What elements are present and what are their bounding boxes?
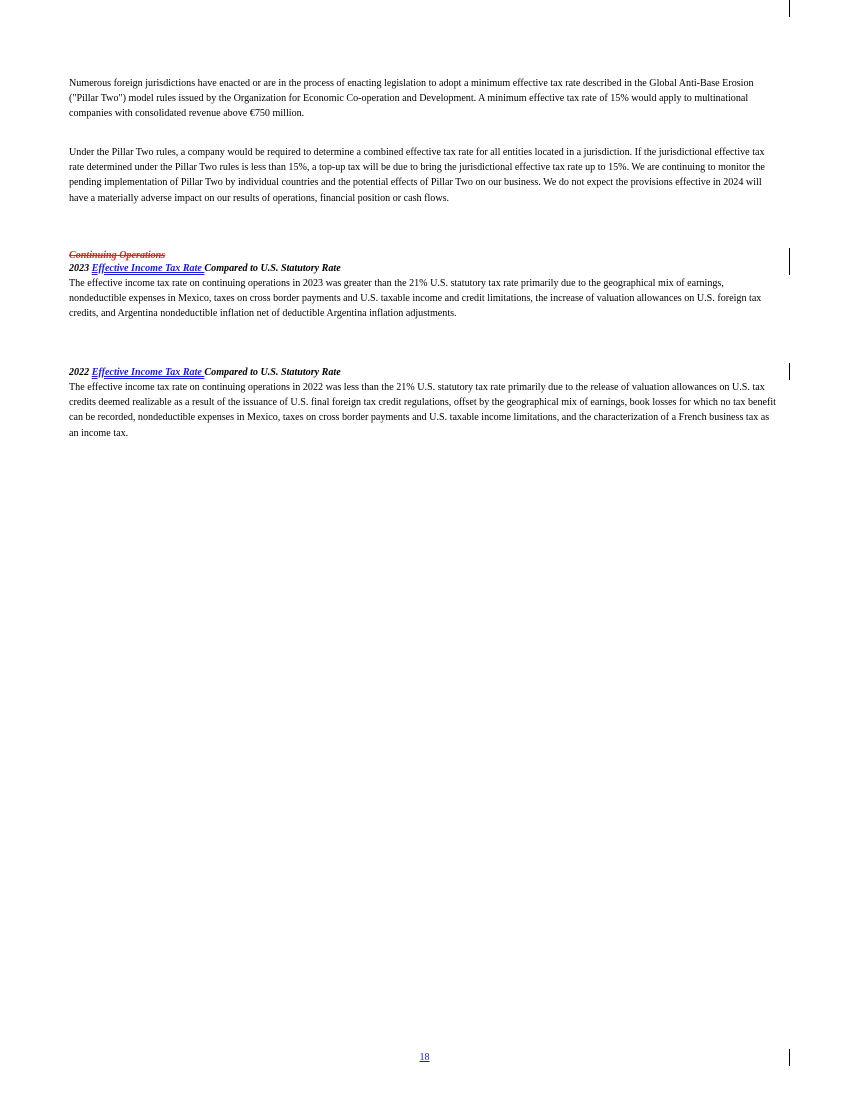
change-bar [789,363,790,380]
change-bar [789,0,790,17]
deleted-heading: Continuing Operations [69,250,166,261]
change-bar [789,248,790,275]
section-2023-heading-rest: Compared to U.S. Statutory Rate [204,263,341,274]
section-2022-heading [69,366,779,380]
section-2023-year: 2023 [69,263,92,274]
section-2023-heading [69,262,779,276]
section-2023-inserted-link[interactable]: Effective Income Tax Rate [91,263,205,274]
section-2023-body: The effective income tax rate on continuing operations in 2023 was greater than the 21% U.S. statutory tax rate primarily due to the geographical mix of earnings, nondeductible expenses in Mexico, taxes on cross border payments and U.S. taxable income and credit limitations, the increase of valuation allowances on U.S. foreign tax credits, and Argentina nondeductible inflation net of deductible Argentina inflation adjustments. [69,278,762,320]
section-2022-body: The effective income tax rate on continuing operations in 2022 was less than the 21% U.S. statutory tax rate primarily due to the release of valuation allowances on U.S. tax credits deemed realizable as a result of the issuance of U.S. final foreign tax credit regulations, offset by the geographical mix of earnings, book losses for which no tax benefit can be recorded, nondeductible expenses in Mexico, taxes on cross border payments and U.S. taxable income limitations, and the characterization of a French business tax as an income tax. [69,382,776,439]
section-2022-year: 2022 [69,367,92,378]
deleted-heading-block [69,248,779,263]
page-number-footer [0,1052,849,1063]
paragraph-pillar-two-intro: Numerous foreign jurisdictions have enacted or are in the process of enacting legislation to adopt a minimum effective tax rate described in the Global Anti-Base Erosion ("Pillar Two") model rules issued by the Organization for Economic Co-operation and Development. A minimum effective tax rate of 15% would apply to multinational companies with consolidated revenue above €750 million. [69,78,754,120]
paragraph-pillar-two-rules: Under the Pillar Two rules, a company would be required to determine a combined effective tax rate for all entities located in a jurisdiction. If the jurisdictional effective tax rate determined under the Pillar Two rules is less than 15%, a top-up tax will be due to bring the jurisdictional effective tax rate up to 15%. We are continuing to monitor the pending implementation of Pillar Two by individual countries and the potential effects of Pillar Two on our business. We do not expect the provisions effective in 2024 will have a materially adverse impact on our results of operations, financial position or cash flows. [69,147,765,204]
section-2022-heading-rest: Compared to U.S. Statutory Rate [204,367,341,378]
section-2022 [69,366,779,441]
section-2023 [69,262,779,322]
section-2022-inserted-link[interactable]: Effective Income Tax Rate [91,367,205,378]
page-number-link[interactable]: 18 [419,1052,430,1063]
